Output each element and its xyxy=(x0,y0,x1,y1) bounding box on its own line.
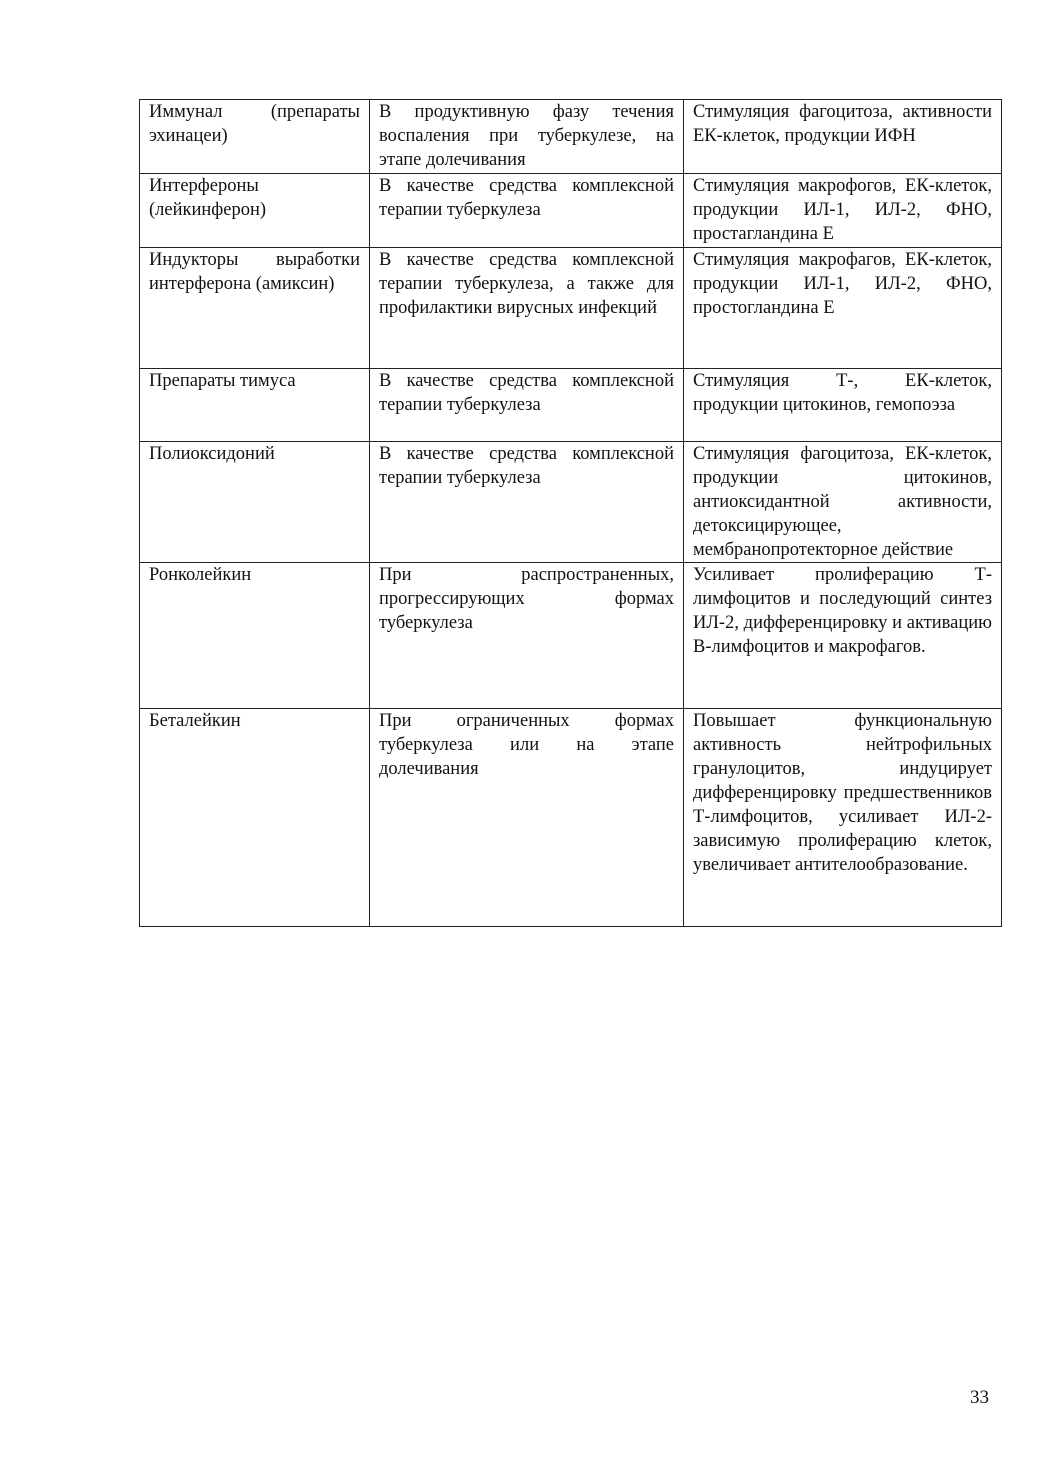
indication-cell: В продуктивную фазу течения воспаления при туберкулезе, на этапе долечивания xyxy=(370,100,684,174)
indication-cell: В качестве средства комплексной терапии туберкулеза xyxy=(370,369,684,442)
immunomodulators-table xyxy=(139,99,1002,927)
table-row xyxy=(140,709,1002,927)
effect-cell: Стимуляция фагоцитоза, ЕК-клеток, продукции цитокинов, антиоксидантной активности, детоксицирующее, мембранопротекторное действие xyxy=(684,442,1002,563)
drug-cell: Беталейкин xyxy=(140,709,370,927)
effect-cell: Стимуляция макрофагов, ЕК-клеток, продукции ИЛ-1, ИЛ-2, ФНО, простогландина Е xyxy=(684,248,1002,369)
indication-cell: При ограниченных формах туберкулеза или на этапе долечивания xyxy=(370,709,684,927)
effect-cell: Стимуляция Т-, ЕК-клеток, продукции цитокинов, гемопоэза xyxy=(684,369,1002,442)
indication-cell: В качестве средства комплексной терапии туберкулеза xyxy=(370,174,684,248)
drug-cell: Полиоксидоний xyxy=(140,442,370,563)
effect-cell: Стимуляция фагоцитоза, активности ЕК-клеток, продукции ИФН xyxy=(684,100,1002,174)
drug-cell: Ронколейкин xyxy=(140,563,370,709)
drug-cell: Интерфероны (лейкинферон) xyxy=(140,174,370,248)
indication-cell: В качестве средства комплексной терапии туберкулеза, а также для профилактики вирусных инфекций xyxy=(370,248,684,369)
drug-cell: Иммунал (препараты эхинацеи) xyxy=(140,100,370,174)
table-row xyxy=(140,442,1002,563)
drug-cell: Препараты тимуса xyxy=(140,369,370,442)
indication-cell: При распространенных, прогрессирующих формах туберкулеза xyxy=(370,563,684,709)
indication-cell: В качестве средства комплексной терапии туберкулеза xyxy=(370,442,684,563)
effect-cell: Усиливает пролиферацию Т-лимфоцитов и последующий синтез ИЛ-2, дифференцировку и активацию В-лимфоцитов и макрофагов. xyxy=(684,563,1002,709)
table-row xyxy=(140,563,1002,709)
effect-cell: Повышает функциональную активность нейтрофильных гранулоцитов, индуцирует дифференцировку предшественников Т-лимфоцитов, усиливает ИЛ-2-зависимую пролиферацию клеток, увеличивает антителообразование. xyxy=(684,709,1002,927)
drug-cell: Индукторы выработки интерферона (амиксин) xyxy=(140,248,370,369)
page-number: 33 xyxy=(970,1387,989,1408)
table-row xyxy=(140,174,1002,248)
table-row xyxy=(140,248,1002,369)
table-row xyxy=(140,100,1002,174)
effect-cell: Стимуляция макрофогов, ЕК-клеток, продукции ИЛ-1, ИЛ-2, ФНО, простагландина Е xyxy=(684,174,1002,248)
table-row xyxy=(140,369,1002,442)
